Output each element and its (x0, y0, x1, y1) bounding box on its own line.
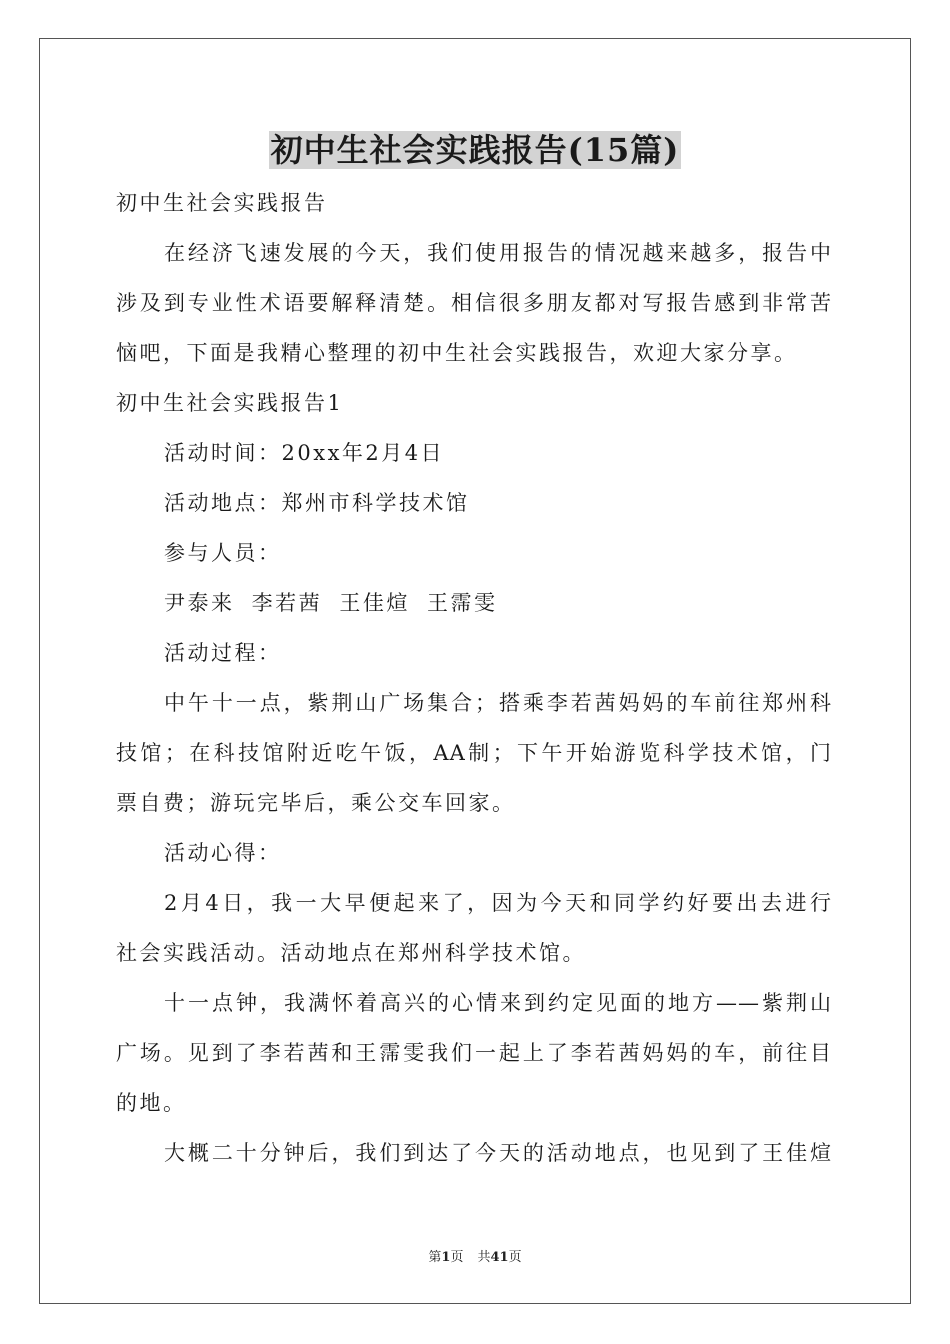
participants-list: 尹泰来 李若茜 王佳煊 王霈雯 (164, 591, 498, 615)
section-heading: 初中生社会实践报告 (116, 191, 328, 215)
activity-reflection-label: 活动心得： (164, 841, 282, 865)
paragraph-line: 中午十一点，紫荆山广场集合；搭乘李若茜妈妈的车前往郑州科 (164, 691, 832, 715)
paragraph-line: 技馆；在科技馆附近吃午饭，AA制；下午开始游览科学技术馆，门 (116, 741, 832, 765)
paragraph-line: 票自费；游玩完毕后，乘公交车回家。 (116, 791, 516, 815)
page-footer (0, 1248, 950, 1268)
paragraph-line: 社会实践活动。活动地点在郑州科学技术馆。 (116, 941, 586, 965)
paragraph-line: 涉及到专业性术语要解释清楚。相信很多朋友都对写报告感到非常苦 (116, 291, 832, 315)
footer-prefix: 第 (428, 1250, 442, 1265)
paragraph-line: 在经济飞速发展的今天，我们使用报告的情况越来越多，报告中 (164, 241, 832, 265)
document-title-text: 初中生社会实践报告(15篇) (270, 131, 680, 169)
paragraph-line: 恼吧，下面是我精心整理的初中生社会实践报告，欢迎大家分享。 (116, 341, 798, 365)
activity-location: 活动地点：郑州市科学技术馆 (164, 491, 470, 515)
section-heading: 初中生社会实践报告1 (116, 391, 344, 415)
footer-page-suffix: 页 (450, 1250, 464, 1265)
footer-total-pages: 41 (490, 1250, 509, 1265)
activity-process-label: 活动过程： (164, 641, 282, 665)
paragraph-line: 2月4日，我一大早便起来了，因为今天和同学约好要出去进行 (164, 891, 832, 915)
paragraph-line: 大概二十分钟后，我们到达了今天的活动地点，也见到了王佳煊 (164, 1141, 832, 1165)
document-body (116, 178, 832, 1178)
paragraph-line: 十一点钟，我满怀着高兴的心情来到约定见面的地方——紫荆山 (164, 991, 832, 1015)
footer-total-prefix: 共 (477, 1250, 491, 1265)
document-title (0, 128, 950, 172)
paragraph-line: 广场。见到了李若茜和王霈雯我们一起上了李若茜妈妈的车，前往目 (116, 1041, 832, 1065)
footer-total-suffix: 页 (508, 1250, 522, 1265)
paragraph-line: 的地。 (116, 1091, 187, 1115)
participants-label: 参与人员： (164, 541, 282, 565)
activity-time: 活动时间：20xx年2月4日 (164, 441, 445, 465)
footer-page-number: 1 (441, 1250, 451, 1265)
